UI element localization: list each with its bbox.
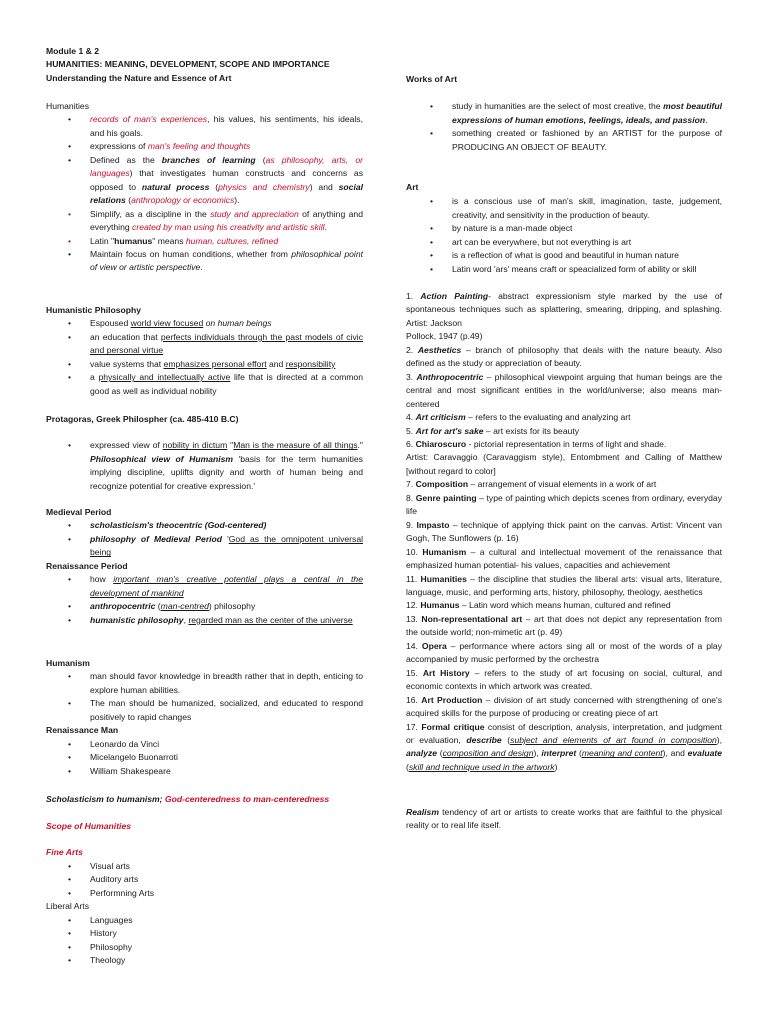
list-item: • The man should be humanized, socialized, and educated to respond positively to rapid changes: [90, 697, 363, 724]
section-heading: Renaissance Man: [46, 725, 119, 736]
liberal-arts-list: [46, 914, 363, 968]
renaissance-man-list: [46, 738, 363, 778]
list-item: • study in humanities are the select of most creative, the most beautiful expressions of human emotions, feelings, ideals, and passion.: [452, 100, 722, 127]
list-item: • scholasticism's theocentric (God-centered): [90, 519, 363, 532]
section-heading: Art: [406, 182, 419, 192]
term-12: 12. Humanus – Latin word which means human, cultured and refined: [406, 600, 671, 611]
humanities-list: [46, 113, 363, 274]
module-label: Module 1 & 2: [46, 46, 100, 56]
document-header: [46, 45, 363, 85]
list-item: • William Shakespeare: [90, 765, 363, 778]
terms-section: [406, 290, 722, 774]
section-heading: Humanism: [46, 658, 90, 668]
term-8: 8. Genre painting – type of painting which depicts scenes from ordinary, everyday life: [406, 492, 722, 517]
humanism-section: [46, 657, 363, 778]
medieval-list: [46, 519, 363, 559]
humanistic-philosophy-section: [46, 304, 363, 398]
list-item: • Leonardo da Vinci: [90, 738, 363, 751]
fine-arts-heading: Fine Arts: [46, 847, 83, 858]
works-list: [406, 100, 722, 154]
art-list: [406, 195, 722, 276]
term-2: 2. Aesthetics – branch of philosophy that deals with the nature beauty. Also defined as the study or appreciation of beauty.: [406, 344, 722, 369]
works-of-art-section: [406, 73, 722, 154]
list-item: • value systems that emphasizes personal effort and responsibility: [90, 358, 363, 371]
humanistic-list: [46, 317, 363, 398]
section-heading: Protagoras, Greek Philospher (ca. 485-410 B.C): [46, 414, 239, 424]
list-item: • Philosophy: [90, 941, 363, 954]
term-6-cont: Artist: Caravaggio (Caravaggism style), Entombment and Calling of Matthew [without regard to color]: [406, 452, 722, 476]
list-item: • expressions of man's feeling and thoughts: [90, 140, 363, 153]
list-item: • is a reflection of what is good and beautiful in human nature: [452, 249, 722, 262]
list-item: • Micelangelo Buonarroti: [90, 751, 363, 764]
fine-arts-list: [46, 860, 363, 900]
list-item: • an education that perfects individuals through the past models of civic and personal virtue: [90, 331, 363, 358]
section-heading: Works of Art: [406, 74, 458, 84]
list-item: • Auditory arts: [90, 873, 363, 886]
section-heading: Scope of Humanities: [46, 821, 131, 831]
list-item: • is a conscious use of man's skill, imagination, taste, judgement, creativity, and sensitivity in the production of beauty.: [452, 195, 722, 222]
list-item: • records of man's experiences, his values, his sentiments, his ideals, and his goals.: [90, 113, 363, 140]
realism-section: [406, 806, 722, 833]
term-1-cont: Pollock, 1947 (p.49): [406, 331, 483, 342]
shift-line: Scholasticism to humanism; God-centeredness to man-centeredness: [46, 794, 330, 804]
list-item: • a physically and intellectually active life that is directed at a common good as well as individual nobility: [90, 371, 363, 398]
list-item: • by nature is a man-made object: [452, 222, 722, 235]
list-item: • anthropocentric (man-centred) philosophy: [90, 600, 363, 613]
humanism-list: [46, 670, 363, 724]
list-item: • something created or fashioned by an ARTIST for the purpose of PRODUCING AN OBJECT OF BEAUTY.: [452, 127, 722, 154]
term-15: 15. Art History – refers to the study of art focusing on social, cultural, and economic contexts in which artwork was created.: [406, 667, 722, 692]
section-heading: Humanistic Philosophy: [46, 305, 142, 315]
term-11: 11. Humanities – the discipline that studies the liberal arts: visual arts, literature, language, music, and performing arts, history, philosophy, theology, aesthetics: [406, 573, 722, 597]
list-item: • art can be everywhere, but not everything is art: [452, 236, 722, 249]
term-9: 9. Impasto – technique of applying thick paint on the canvas. Artist: Vincent van Gogh, The Sunflowers (p. 16): [406, 519, 722, 544]
term-16: 16. Art Production – division of art study concerned with strengthening of one's acquired skills for the purpose of producing or creating piece of art: [406, 694, 722, 719]
term-13: 13. Non-representational art – art that does not depict any representation from the outside world; non-mimetic art (p. 49): [406, 613, 722, 638]
section-heading: Medieval Period: [46, 507, 112, 517]
term-14: 14. Opera – performance where actors sing all or most of the words of a play accompanied by music performed by the orchestra: [406, 640, 722, 665]
list-item: • Performning Arts: [90, 887, 363, 900]
list-item: • History: [90, 927, 363, 940]
term-17: 17. Formal critique consist of description, analysis, interpretation, and judgment or evaluation, describe (subject and elements of art found in composition), analyze (composition and design), interpret (meaning and content), and evaluate (skill and technique used in the artwork): [406, 721, 723, 772]
list-item: • Espoused world view focused on human beings: [90, 317, 363, 330]
protagoras-list: [46, 439, 363, 493]
list-item: • philosophy of Medieval Period 'God as the omnipotent universal being: [90, 533, 363, 560]
list-item: • humanistic philosophy, regarded man as the center of the universe: [90, 614, 363, 627]
term-5: 5. Art for art's sake – art exists for its beauty: [406, 425, 580, 436]
term-7: 7. Composition – arrangement of visual elements in a work of art: [406, 479, 657, 490]
realism-definition: tendency of art or artists to create works that are faithful to the physical reality or to real life itself.: [406, 807, 722, 831]
art-section: [406, 181, 722, 276]
page-subtitle: Understanding the Nature and Essence of Art: [46, 72, 232, 83]
liberal-arts-heading: Liberal Arts: [46, 901, 89, 912]
list-item: • Latin word 'ars' means craft or speacialized form of ability or skill: [452, 263, 722, 276]
realism-term: Realism: [406, 807, 439, 817]
term-10: 10. Humanism – a cultural and intellectual movement of the renaissance that emphasized human potential- his values, capacities and achievement: [406, 546, 722, 571]
renaissance-period-list: [46, 573, 363, 627]
section-heading: Renaissance Period: [46, 560, 128, 571]
list-item: • expressed view of nobility in dictum "Man is the measure of all things." Philosophical view of Humanism 'basis for the term humanities implying discipline, uplifts dignity and worth of human being and recognize potential for creative expression.': [90, 439, 363, 493]
list-item: • Latin "humanus" means human, cultures, refined: [90, 235, 363, 248]
list-item: • Languages: [90, 914, 363, 927]
list-item: • Defined as the branches of learning (as philosophy, arts, or languages) that investigates human constructs and concerns as opposed to natural process (physics and chemistry) and social relations (anthropology or economics).: [90, 154, 363, 208]
scope-section: [46, 820, 363, 968]
list-item: • man should favor knowledge in breadth rather that in depth, enticing to explore human abilities.: [90, 670, 363, 697]
medieval-section: [46, 506, 363, 627]
list-item: • Maintain focus on human conditions, whether from philosophical point of view or artistic perspective.: [90, 248, 363, 275]
term-4: 4. Art criticism – refers to the evaluating and analyzing art: [406, 412, 631, 423]
term-6: 6. Chiaroscuro - pictorial representation in terms of light and shade.: [406, 438, 667, 449]
protagoras-section: [46, 413, 363, 493]
term-3: 3. Anthropocentric – philosophical viewpoint arguing that human beings are the central and most significant entities in the world/universe; also means man-centered: [406, 371, 722, 409]
page-title: HUMANITIES: MEANING, DEVELOPMENT, SCOPE AND IMPORTANCE: [46, 59, 330, 70]
section-heading: Humanities: [46, 101, 89, 111]
list-item: • how important man's creative potential plays a central in the development of mankind: [90, 573, 363, 600]
list-item: • Visual arts: [90, 860, 363, 873]
list-item: • Simplify, as a discipline in the study and appreciation of anything and everything created by man using his creativity and artistic skill.: [90, 208, 363, 235]
humanities-section: [46, 100, 363, 275]
list-item: • Theology: [90, 954, 363, 967]
term-1: 1. Action Painting- abstract expressionism style marked by the use of spontaneous techniques such as splattering, smearing, dripping, and splashing. Artist: Jackson: [406, 291, 722, 328]
